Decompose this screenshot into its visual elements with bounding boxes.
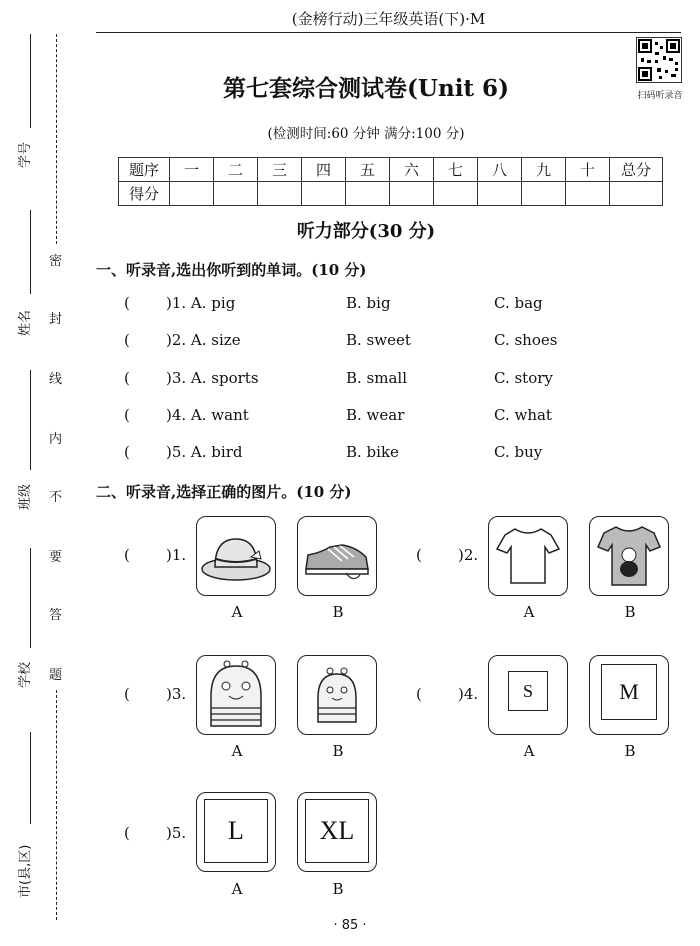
option-b: B. wear (346, 406, 405, 424)
table-cell: 八 (478, 158, 522, 182)
table-cell: 六 (390, 158, 434, 182)
picture-option-b[interactable] (297, 655, 377, 735)
printed-t-shirt-icon (590, 517, 668, 595)
picture-option-b[interactable] (589, 516, 669, 596)
part1-title: 一、听录音,选出你听到的单词。(10 分) (96, 261, 367, 279)
table-cell: 五 (346, 158, 390, 182)
answer-paren[interactable]: ( (124, 824, 130, 842)
answer-paren[interactable]: ( (124, 331, 130, 349)
page-title: 第七套综合测试卷(Unit 6) (223, 75, 509, 102)
label-b: B (332, 880, 344, 898)
picture-option-a[interactable] (488, 655, 568, 735)
city-label: 市(县,区) (18, 844, 33, 898)
table-cell: 一 (170, 158, 214, 182)
option-a: )4. A. want (166, 406, 249, 424)
option-b: B. sweet (346, 331, 411, 349)
label-a: A (523, 603, 535, 621)
shoes-icon (298, 517, 376, 595)
class-line (30, 370, 31, 470)
score-cell[interactable] (170, 182, 214, 206)
seal-char: 封 (49, 312, 63, 327)
answer-paren[interactable]: ( (124, 406, 130, 424)
score-table (118, 157, 663, 206)
question-number: )3. (166, 685, 187, 703)
seal-char: 密 (49, 254, 63, 269)
label-b: B (624, 742, 636, 760)
small-backpack-icon (298, 656, 376, 734)
question-number: )2. (458, 546, 479, 564)
label-a: A (231, 880, 243, 898)
seal-char: 线 (49, 372, 63, 387)
answer-paren[interactable]: ( (124, 685, 130, 703)
table-cell: 题序 (119, 158, 170, 182)
picture-option-b[interactable] (297, 792, 377, 872)
label-b: B (624, 603, 636, 621)
header-divider (96, 32, 681, 33)
student-no-label: 学号 (18, 141, 33, 168)
seal-char: 题 (49, 668, 63, 683)
option-c: C. bag (494, 294, 543, 312)
large-backpack-icon (197, 656, 275, 734)
option-b: B. bike (346, 443, 399, 461)
question-number: )1. (166, 546, 187, 564)
question-number: )4. (458, 685, 479, 703)
answer-paren[interactable]: ( (416, 546, 422, 564)
option-c: C. story (494, 369, 553, 387)
table-cell: 九 (522, 158, 566, 182)
qr-label: 扫码听录音 (637, 91, 683, 101)
table-cell: 十 (566, 158, 610, 182)
seal-line (56, 690, 57, 920)
seal-char: 内 (49, 432, 63, 447)
option-b: B. big (346, 294, 391, 312)
picture-option-b[interactable] (297, 516, 377, 596)
seal-line (56, 34, 57, 244)
qr-code-icon[interactable] (636, 37, 682, 83)
score-table-score-row (119, 182, 663, 206)
size-s-box: S (508, 671, 548, 711)
table-cell: 得分 (119, 182, 170, 206)
picture-option-a[interactable] (196, 792, 276, 872)
score-cell[interactable] (214, 182, 258, 206)
score-cell[interactable] (258, 182, 302, 206)
seal-char: 不 (49, 490, 63, 505)
answer-paren[interactable]: ( (124, 369, 130, 387)
hat-icon (197, 517, 275, 595)
label-b: B (332, 603, 344, 621)
student-no-line (30, 34, 31, 128)
score-cell[interactable] (522, 182, 566, 206)
label-a: A (523, 742, 535, 760)
option-a: )5. A. bird (166, 443, 243, 461)
table-cell: 总分 (610, 158, 663, 182)
label-a: A (231, 603, 243, 621)
section-heading: 听力部分(30 分) (296, 221, 436, 242)
name-line (30, 210, 31, 294)
school-line (30, 548, 31, 648)
score-cell[interactable] (478, 182, 522, 206)
option-b: B. small (346, 369, 408, 387)
option-c: C. buy (494, 443, 543, 461)
picture-option-a[interactable] (488, 516, 568, 596)
label-a: A (231, 742, 243, 760)
page-number: · 85 · (333, 918, 367, 933)
option-c: C. what (494, 406, 552, 424)
option-a: )3. A. sports (166, 369, 259, 387)
size-xl-box: XL (305, 799, 369, 863)
score-table-header-row (119, 158, 663, 182)
table-cell: 三 (258, 158, 302, 182)
table-cell: 四 (302, 158, 346, 182)
picture-option-a[interactable] (196, 516, 276, 596)
label-b: B (332, 742, 344, 760)
exam-info: (检测时间:60 分钟 满分:100 分) (267, 126, 465, 142)
option-c: C. shoes (494, 331, 558, 349)
t-shirt-icon (489, 517, 567, 595)
score-cell[interactable] (346, 182, 390, 206)
option-a: )1. A. pig (166, 294, 236, 312)
seal-char: 要 (49, 550, 63, 565)
city-line (30, 732, 31, 824)
answer-paren[interactable]: ( (124, 443, 130, 461)
size-m-box: M (601, 664, 657, 720)
score-cell[interactable] (302, 182, 346, 206)
score-cell[interactable] (434, 182, 478, 206)
score-cell[interactable] (610, 182, 663, 206)
size-l-box: L (204, 799, 268, 863)
school-label: 学校 (18, 661, 33, 688)
score-cell[interactable] (566, 182, 610, 206)
name-label: 姓名 (18, 309, 33, 336)
answer-paren[interactable]: ( (124, 546, 130, 564)
answer-paren[interactable]: ( (416, 685, 422, 703)
option-a: )2. A. size (166, 331, 241, 349)
part2-title: 二、听录音,选择正确的图片。(10 分) (96, 483, 352, 501)
picture-option-a[interactable] (196, 655, 276, 735)
header-text: (金榜行动)三年级英语(下)·M (291, 10, 486, 28)
class-label: 班级 (18, 483, 33, 510)
answer-paren[interactable]: ( (124, 294, 130, 312)
picture-option-b[interactable] (589, 655, 669, 735)
question-number: )5. (166, 824, 187, 842)
table-cell: 二 (214, 158, 258, 182)
seal-char: 答 (49, 608, 63, 623)
table-cell: 七 (434, 158, 478, 182)
score-cell[interactable] (390, 182, 434, 206)
